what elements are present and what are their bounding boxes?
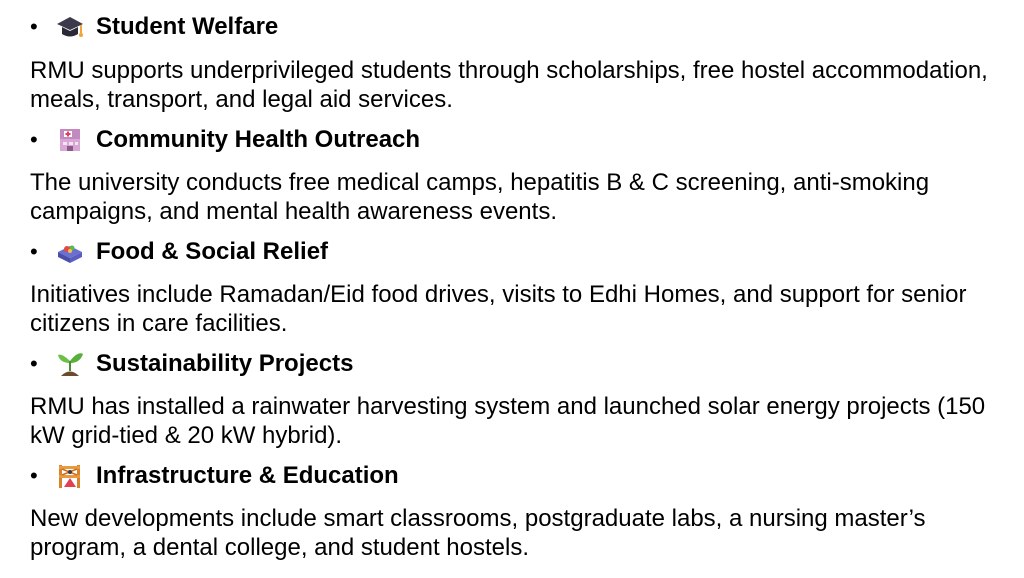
seedling-icon — [56, 351, 84, 377]
item-heading: Student Welfare — [96, 13, 279, 40]
bullet: • — [30, 463, 38, 488]
item-heading: Community Health Outreach — [96, 126, 421, 153]
heading-row — [30, 237, 328, 267]
item-text: Initiatives include Ramadan/Eid food drives, visits to Edhi Homes, and support for senior citizens in care facilities. — [30, 281, 967, 337]
heading-row — [30, 125, 420, 155]
bullet: • — [30, 239, 38, 264]
item-heading: Food & Social Relief — [96, 238, 329, 265]
item-text: RMU has installed a rainwater harvesting system and launched solar energy projects (150 kW grid-tied & 20 kW hybrid). — [30, 393, 986, 449]
heading-row — [30, 349, 353, 379]
heading-row — [30, 461, 399, 491]
construction-icon — [56, 463, 84, 489]
item-heading: Infrastructure & Education — [96, 462, 399, 489]
bullet: • — [30, 127, 38, 152]
graduation-cap-icon — [56, 14, 84, 40]
food-box-icon — [56, 239, 84, 265]
hospital-icon — [56, 127, 84, 153]
item-heading: Sustainability Projects — [96, 350, 354, 377]
item-text: RMU supports underprivileged students through scholarships, free hostel accommodation, meals, transport, and legal aid services. — [30, 57, 988, 113]
heading-row — [30, 12, 278, 42]
bullet: • — [30, 14, 38, 39]
bullet: • — [30, 351, 38, 376]
item-text: New developments include smart classrooms, postgraduate labs, a nursing master’s program, a dental college, and student hostels. — [30, 505, 926, 561]
item-text: The university conducts free medical camps, hepatitis B & C screening, anti-smoking campaigns, and mental health awareness events. — [30, 169, 930, 225]
